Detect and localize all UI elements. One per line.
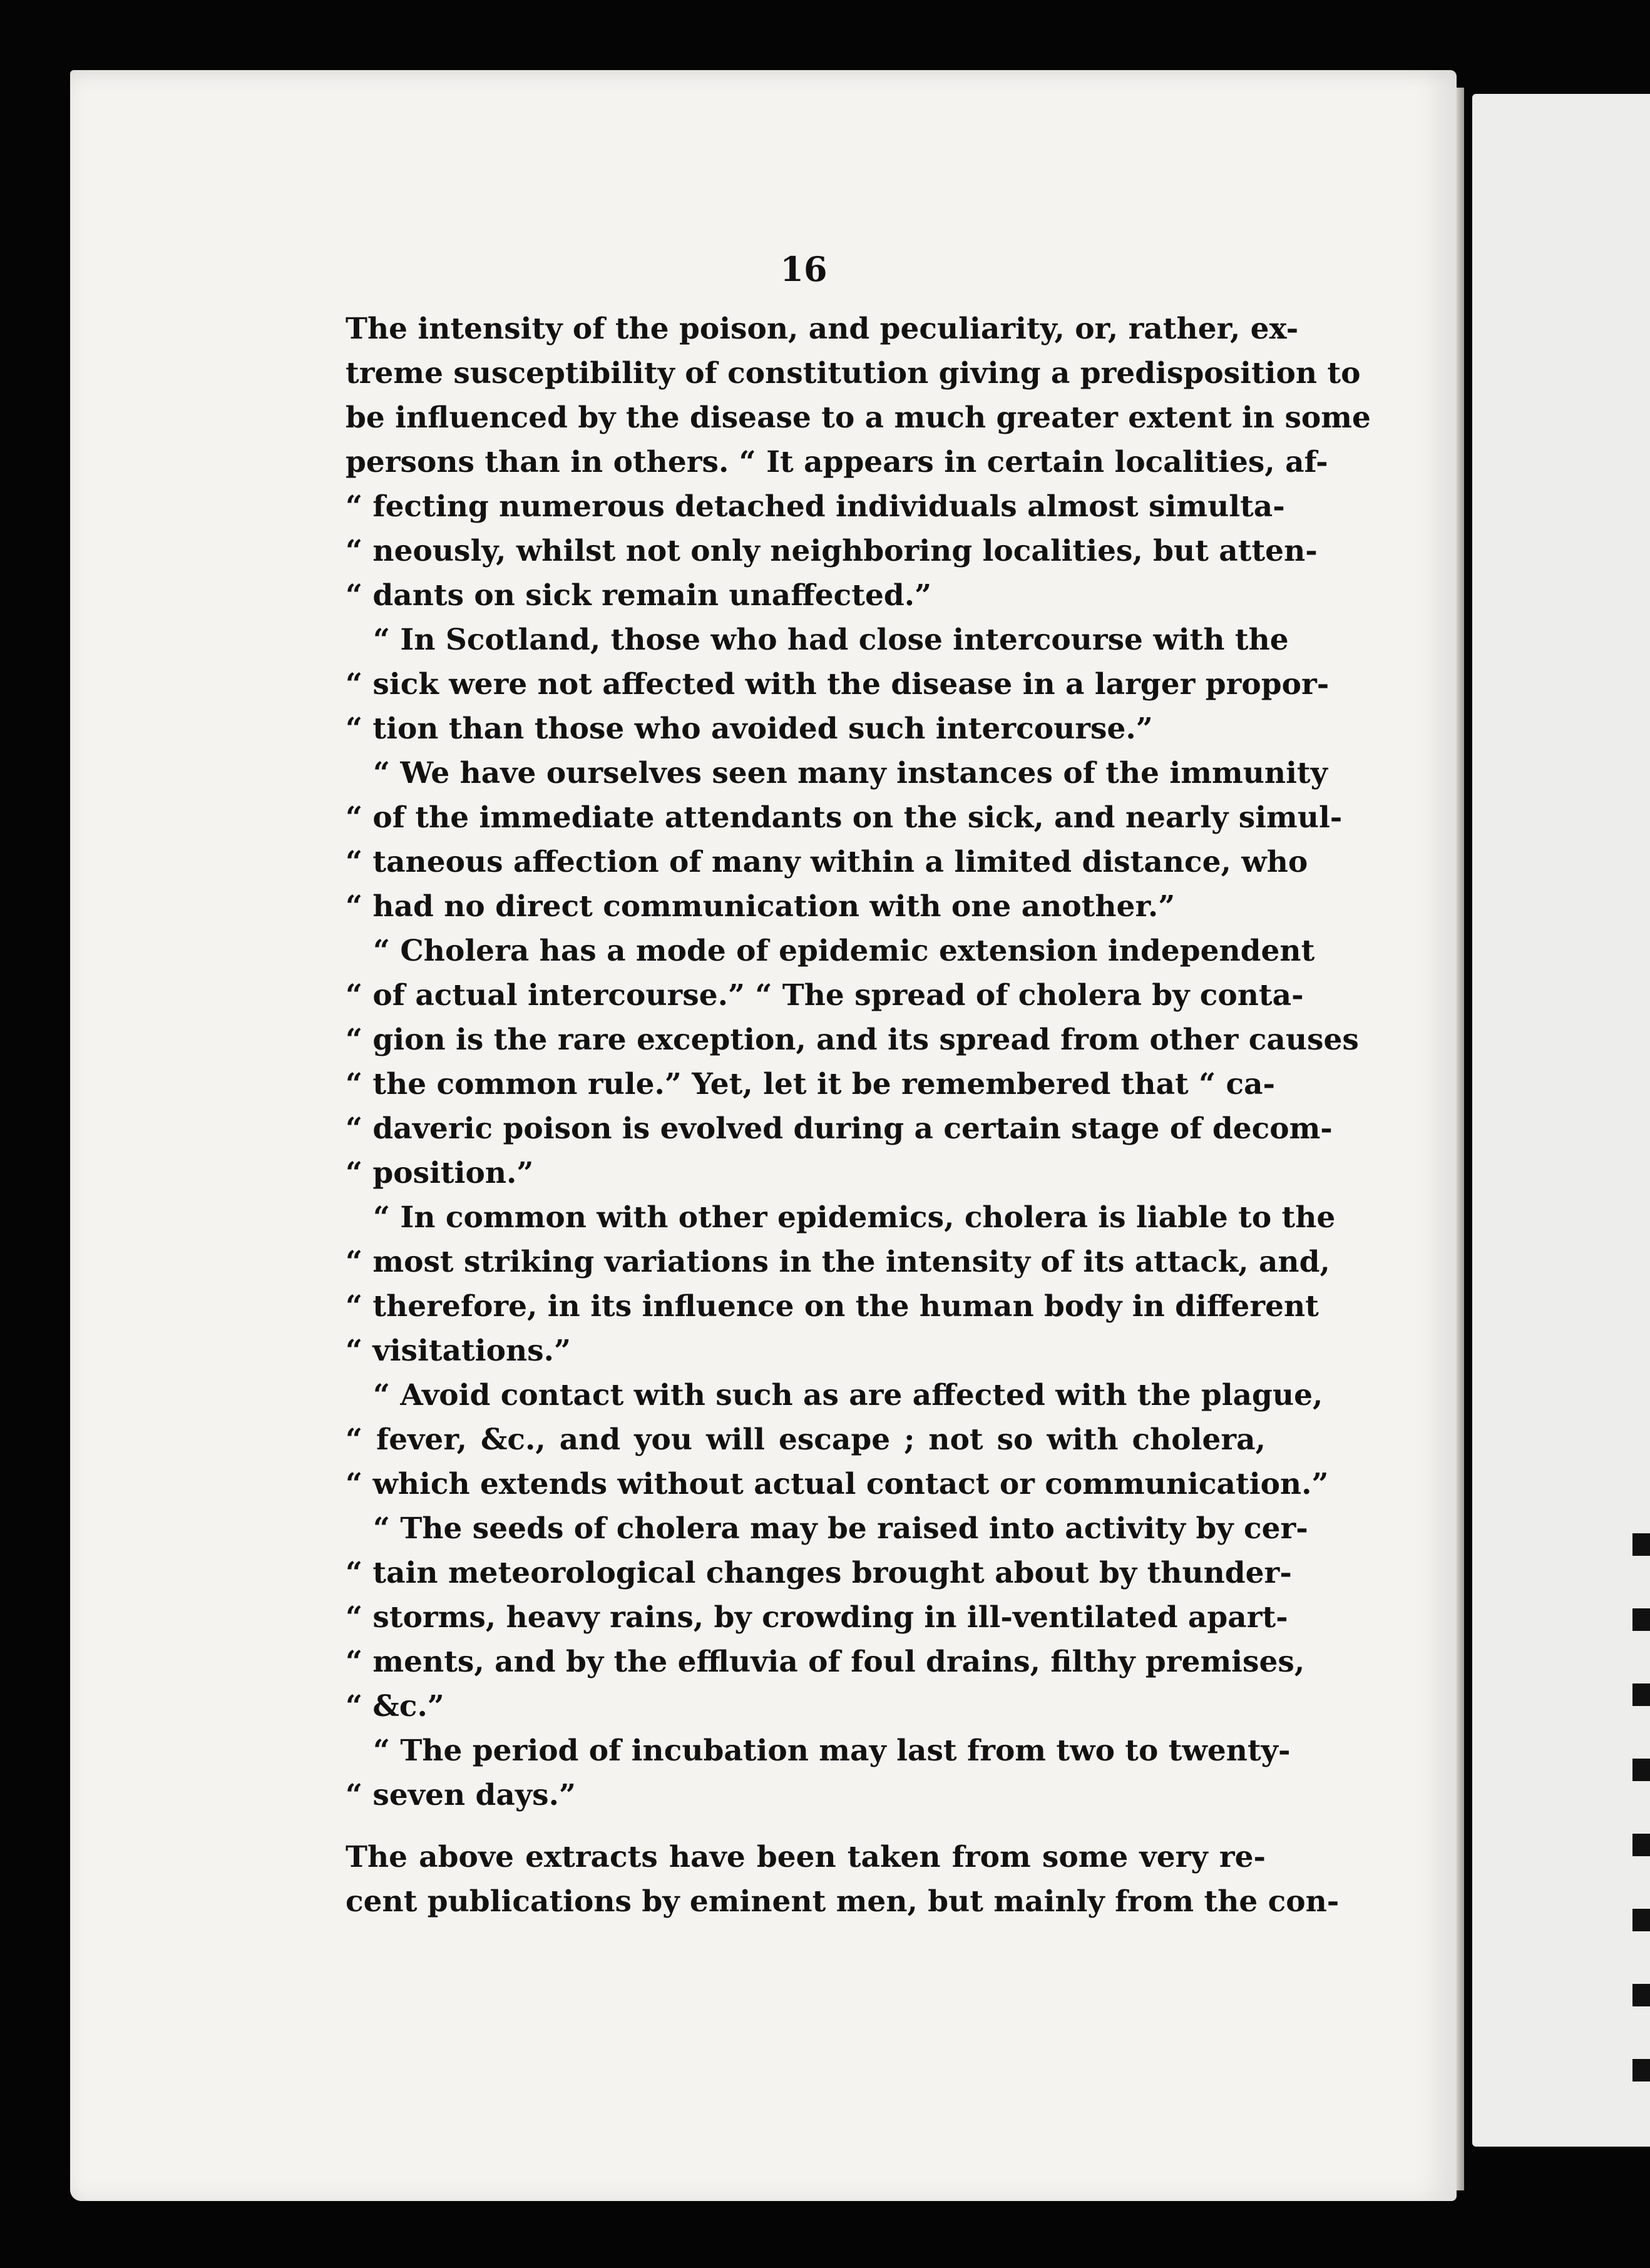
text-line: “ taneous affection of many within a limited distance, who: [346, 845, 1308, 879]
text-line: treme susceptibility of constitution giving a predisposition to: [346, 356, 1361, 391]
facing-page-marks: [1632, 1533, 1650, 2097]
text-line: “ visitations.”: [346, 1334, 571, 1368]
text-line: “ of the immediate attendants on the sick, and nearly simul-: [346, 800, 1343, 835]
text-line: The intensity of the poison, and peculiarity, or, rather, ex-: [346, 312, 1299, 346]
text-line: The above extracts have been taken from some very re-: [346, 1840, 1266, 1874]
text-line: “ neously, whilst not only neighboring localities, but atten-: [346, 534, 1318, 568]
text-line: be influenced by the disease to a much greater extent in some: [346, 401, 1371, 435]
text-line: “ had no direct communication with one another.”: [346, 889, 1176, 924]
text-line: “ ments, and by the effluvia of foul drains, filthy premises,: [346, 1645, 1305, 1679]
text-line: “ We have ourselves seen many instances of the immunity: [373, 756, 1328, 790]
text-line: “ In Scotland, those who had close intercourse with the: [373, 623, 1289, 657]
page-number: 16: [780, 249, 828, 289]
text-line: persons than in others. “ It appears in certain localities, af-: [346, 445, 1328, 479]
text-line: “ tion than those who avoided such intercourse.”: [346, 712, 1153, 746]
text-line: “ which extends without actual contact or communication.”: [346, 1467, 1329, 1501]
facing-page: [1472, 94, 1650, 2147]
text-line: “ the common rule.” Yet, let it be remembered that “ ca-: [346, 1067, 1276, 1101]
page-edge: [1457, 88, 1464, 2190]
text-line: “ daveric poison is evolved during a certain stage of decom-: [346, 1111, 1333, 1146]
text-line: “ fever, &c., and you will escape ; not so with cholera,: [346, 1423, 1266, 1457]
text-line: “ In common with other epidemics, cholera is liable to the: [373, 1200, 1336, 1235]
text-line: “ sick were not affected with the disease in a larger propor-: [346, 667, 1330, 702]
text-line: “ position.”: [346, 1156, 534, 1190]
text-line: “ The seeds of cholera may be raised into activity by cer-: [373, 1511, 1308, 1546]
text-line: “ gion is the rare exception, and its spread from other causes: [346, 1023, 1359, 1057]
text-line: “ storms, heavy rains, by crowding in ill-ventilated apart-: [346, 1600, 1288, 1635]
text-line: “ fecting numerous detached individuals almost simulta-: [346, 489, 1285, 524]
text-line: “ of actual intercourse.” “ The spread of cholera by conta-: [346, 978, 1304, 1013]
text-line: “ &c.”: [346, 1689, 444, 1724]
text-line: “ most striking variations in the intensity of its attack, and,: [346, 1245, 1330, 1279]
body-text: [346, 307, 1371, 1924]
text-line: cent publications by eminent men, but mainly from the con-: [346, 1884, 1340, 1919]
text-line: “ seven days.”: [346, 1778, 576, 1812]
text-line: “ therefore, in its influence on the human body in different: [346, 1289, 1319, 1324]
text-line: “ dants on sick remain unaffected.”: [346, 578, 932, 613]
text-line: “ Avoid contact with such as are affected with the plague,: [373, 1378, 1323, 1412]
text-line: “ The period of incubation may last from two to twenty-: [373, 1734, 1291, 1768]
text-line: “ tain meteorological changes brought about by thunder-: [346, 1556, 1292, 1590]
text-line: “ Cholera has a mode of epidemic extension independent: [373, 934, 1315, 968]
